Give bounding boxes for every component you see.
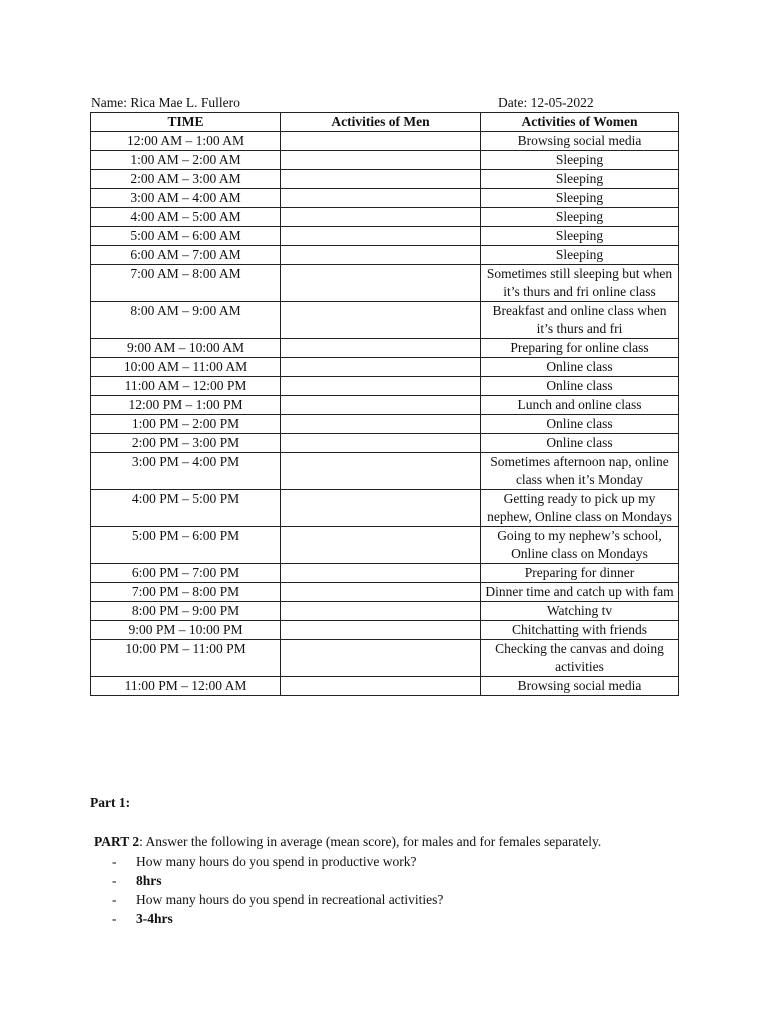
men-activity-cell bbox=[281, 415, 481, 434]
women-activity-cell: Online class bbox=[481, 358, 679, 377]
table-row bbox=[91, 358, 679, 377]
men-activity-cell bbox=[281, 621, 481, 640]
time-cell: 4:00 PM – 5:00 PM bbox=[91, 490, 281, 527]
bullet-dash: - bbox=[112, 873, 117, 888]
table-row bbox=[91, 527, 679, 564]
time-cell: 5:00 PM – 6:00 PM bbox=[91, 527, 281, 564]
time-cell: 7:00 PM – 8:00 PM bbox=[91, 583, 281, 602]
time-cell: 5:00 AM – 6:00 AM bbox=[91, 227, 281, 246]
time-cell: 6:00 PM – 7:00 PM bbox=[91, 564, 281, 583]
bullet-dash: - bbox=[112, 911, 117, 926]
time-cell: 1:00 PM – 2:00 PM bbox=[91, 415, 281, 434]
answer-text: 8hrs bbox=[136, 873, 162, 888]
men-activity-cell bbox=[281, 151, 481, 170]
bullet-dash: - bbox=[112, 854, 117, 869]
men-activity-cell bbox=[281, 302, 481, 339]
part2-question-list bbox=[112, 852, 672, 928]
column-header-men: Activities of Men bbox=[281, 113, 481, 132]
time-cell: 2:00 PM – 3:00 PM bbox=[91, 434, 281, 453]
men-activity-cell bbox=[281, 677, 481, 696]
men-activity-cell bbox=[281, 208, 481, 227]
column-header-time: TIME bbox=[91, 113, 281, 132]
time-cell: 12:00 AM – 1:00 AM bbox=[91, 132, 281, 151]
time-cell: 4:00 AM – 5:00 AM bbox=[91, 208, 281, 227]
women-activity-cell: Browsing social media bbox=[481, 132, 679, 151]
men-activity-cell bbox=[281, 339, 481, 358]
table-row bbox=[91, 396, 679, 415]
table-row bbox=[91, 415, 679, 434]
time-cell: 11:00 PM – 12:00 AM bbox=[91, 677, 281, 696]
table-row bbox=[91, 602, 679, 621]
time-cell: 10:00 PM – 11:00 PM bbox=[91, 640, 281, 677]
table-row bbox=[91, 490, 679, 527]
answer-item bbox=[112, 871, 672, 890]
question-text: How many hours do you spend in productive work? bbox=[136, 854, 417, 869]
time-cell: 8:00 AM – 9:00 AM bbox=[91, 302, 281, 339]
table-row bbox=[91, 583, 679, 602]
bullet-dash: - bbox=[112, 892, 117, 907]
time-cell: 8:00 PM – 9:00 PM bbox=[91, 602, 281, 621]
men-activity-cell bbox=[281, 583, 481, 602]
women-activity-cell: Sometimes still sleeping but when it’s thurs and fri online class bbox=[481, 265, 679, 302]
men-activity-cell bbox=[281, 396, 481, 415]
document-header bbox=[91, 95, 681, 111]
table-row bbox=[91, 151, 679, 170]
time-cell: 2:00 AM – 3:00 AM bbox=[91, 170, 281, 189]
table-row bbox=[91, 170, 679, 189]
part2-instruction-text: : Answer the following in average (mean score), for males and for females separately. bbox=[139, 834, 602, 849]
time-cell: 10:00 AM – 11:00 AM bbox=[91, 358, 281, 377]
men-activity-cell bbox=[281, 490, 481, 527]
time-cell: 3:00 PM – 4:00 PM bbox=[91, 453, 281, 490]
table-row bbox=[91, 339, 679, 358]
women-activity-cell: Preparing for online class bbox=[481, 339, 679, 358]
women-activity-cell: Lunch and online class bbox=[481, 396, 679, 415]
table-row bbox=[91, 677, 679, 696]
table-row bbox=[91, 564, 679, 583]
document-date: Date: 12-05-2022 bbox=[498, 95, 594, 110]
men-activity-cell bbox=[281, 132, 481, 151]
time-cell: 12:00 PM – 1:00 PM bbox=[91, 396, 281, 415]
time-cell: 11:00 AM – 12:00 PM bbox=[91, 377, 281, 396]
women-activity-cell: Watching tv bbox=[481, 602, 679, 621]
time-cell: 3:00 AM – 4:00 AM bbox=[91, 189, 281, 208]
time-cell: 1:00 AM – 2:00 AM bbox=[91, 151, 281, 170]
student-name: Name: Rica Mae L. Fullero bbox=[91, 95, 240, 110]
men-activity-cell bbox=[281, 453, 481, 490]
table-row bbox=[91, 377, 679, 396]
column-header-women: Activities of Women bbox=[481, 113, 679, 132]
table-row bbox=[91, 208, 679, 227]
table-row bbox=[91, 302, 679, 339]
table-body bbox=[91, 132, 679, 696]
time-cell: 9:00 PM – 10:00 PM bbox=[91, 621, 281, 640]
men-activity-cell bbox=[281, 189, 481, 208]
women-activity-cell: Online class bbox=[481, 415, 679, 434]
part2-title: PART 2 bbox=[94, 834, 140, 849]
table-row bbox=[91, 621, 679, 640]
women-activity-cell: Checking the canvas and doing activities bbox=[481, 640, 679, 677]
men-activity-cell bbox=[281, 246, 481, 265]
women-activity-cell: Sleeping bbox=[481, 246, 679, 265]
time-cell: 7:00 AM – 8:00 AM bbox=[91, 265, 281, 302]
women-activity-cell: Online class bbox=[481, 377, 679, 396]
men-activity-cell bbox=[281, 640, 481, 677]
activity-schedule-table bbox=[90, 112, 679, 696]
women-activity-cell: Sleeping bbox=[481, 227, 679, 246]
men-activity-cell bbox=[281, 377, 481, 396]
part1-label: Part 1: bbox=[90, 795, 131, 810]
table-row bbox=[91, 265, 679, 302]
time-cell: 9:00 AM – 10:00 AM bbox=[91, 339, 281, 358]
men-activity-cell bbox=[281, 527, 481, 564]
women-activity-cell: Sometimes afternoon nap, online class when it’s Monday bbox=[481, 453, 679, 490]
question-text: How many hours do you spend in recreational activities? bbox=[136, 892, 444, 907]
table-row bbox=[91, 227, 679, 246]
women-activity-cell: Online class bbox=[481, 434, 679, 453]
men-activity-cell bbox=[281, 564, 481, 583]
women-activity-cell: Dinner time and catch up with fam bbox=[481, 583, 679, 602]
answer-item bbox=[112, 909, 672, 928]
women-activity-cell: Breakfast and online class when it’s thurs and fri bbox=[481, 302, 679, 339]
table-row bbox=[91, 453, 679, 490]
table-row bbox=[91, 246, 679, 265]
question-item bbox=[112, 852, 672, 871]
table-row bbox=[91, 189, 679, 208]
women-activity-cell: Getting ready to pick up my nephew, Online class on Mondays bbox=[481, 490, 679, 527]
men-activity-cell bbox=[281, 358, 481, 377]
women-activity-cell: Sleeping bbox=[481, 189, 679, 208]
women-activity-cell: Sleeping bbox=[481, 208, 679, 227]
table-row bbox=[91, 132, 679, 151]
women-activity-cell: Chitchatting with friends bbox=[481, 621, 679, 640]
part2-instructions bbox=[94, 834, 694, 850]
table-row bbox=[91, 434, 679, 453]
women-activity-cell: Going to my nephew’s school, Online class on Mondays bbox=[481, 527, 679, 564]
women-activity-cell: Preparing for dinner bbox=[481, 564, 679, 583]
women-activity-cell: Sleeping bbox=[481, 170, 679, 189]
men-activity-cell bbox=[281, 227, 481, 246]
men-activity-cell bbox=[281, 434, 481, 453]
table-row bbox=[91, 640, 679, 677]
answer-text: 3-4hrs bbox=[136, 911, 173, 926]
time-cell: 6:00 AM – 7:00 AM bbox=[91, 246, 281, 265]
men-activity-cell bbox=[281, 602, 481, 621]
women-activity-cell: Sleeping bbox=[481, 151, 679, 170]
question-item bbox=[112, 890, 672, 909]
women-activity-cell: Browsing social media bbox=[481, 677, 679, 696]
men-activity-cell bbox=[281, 265, 481, 302]
men-activity-cell bbox=[281, 170, 481, 189]
table-header-row bbox=[91, 113, 679, 132]
